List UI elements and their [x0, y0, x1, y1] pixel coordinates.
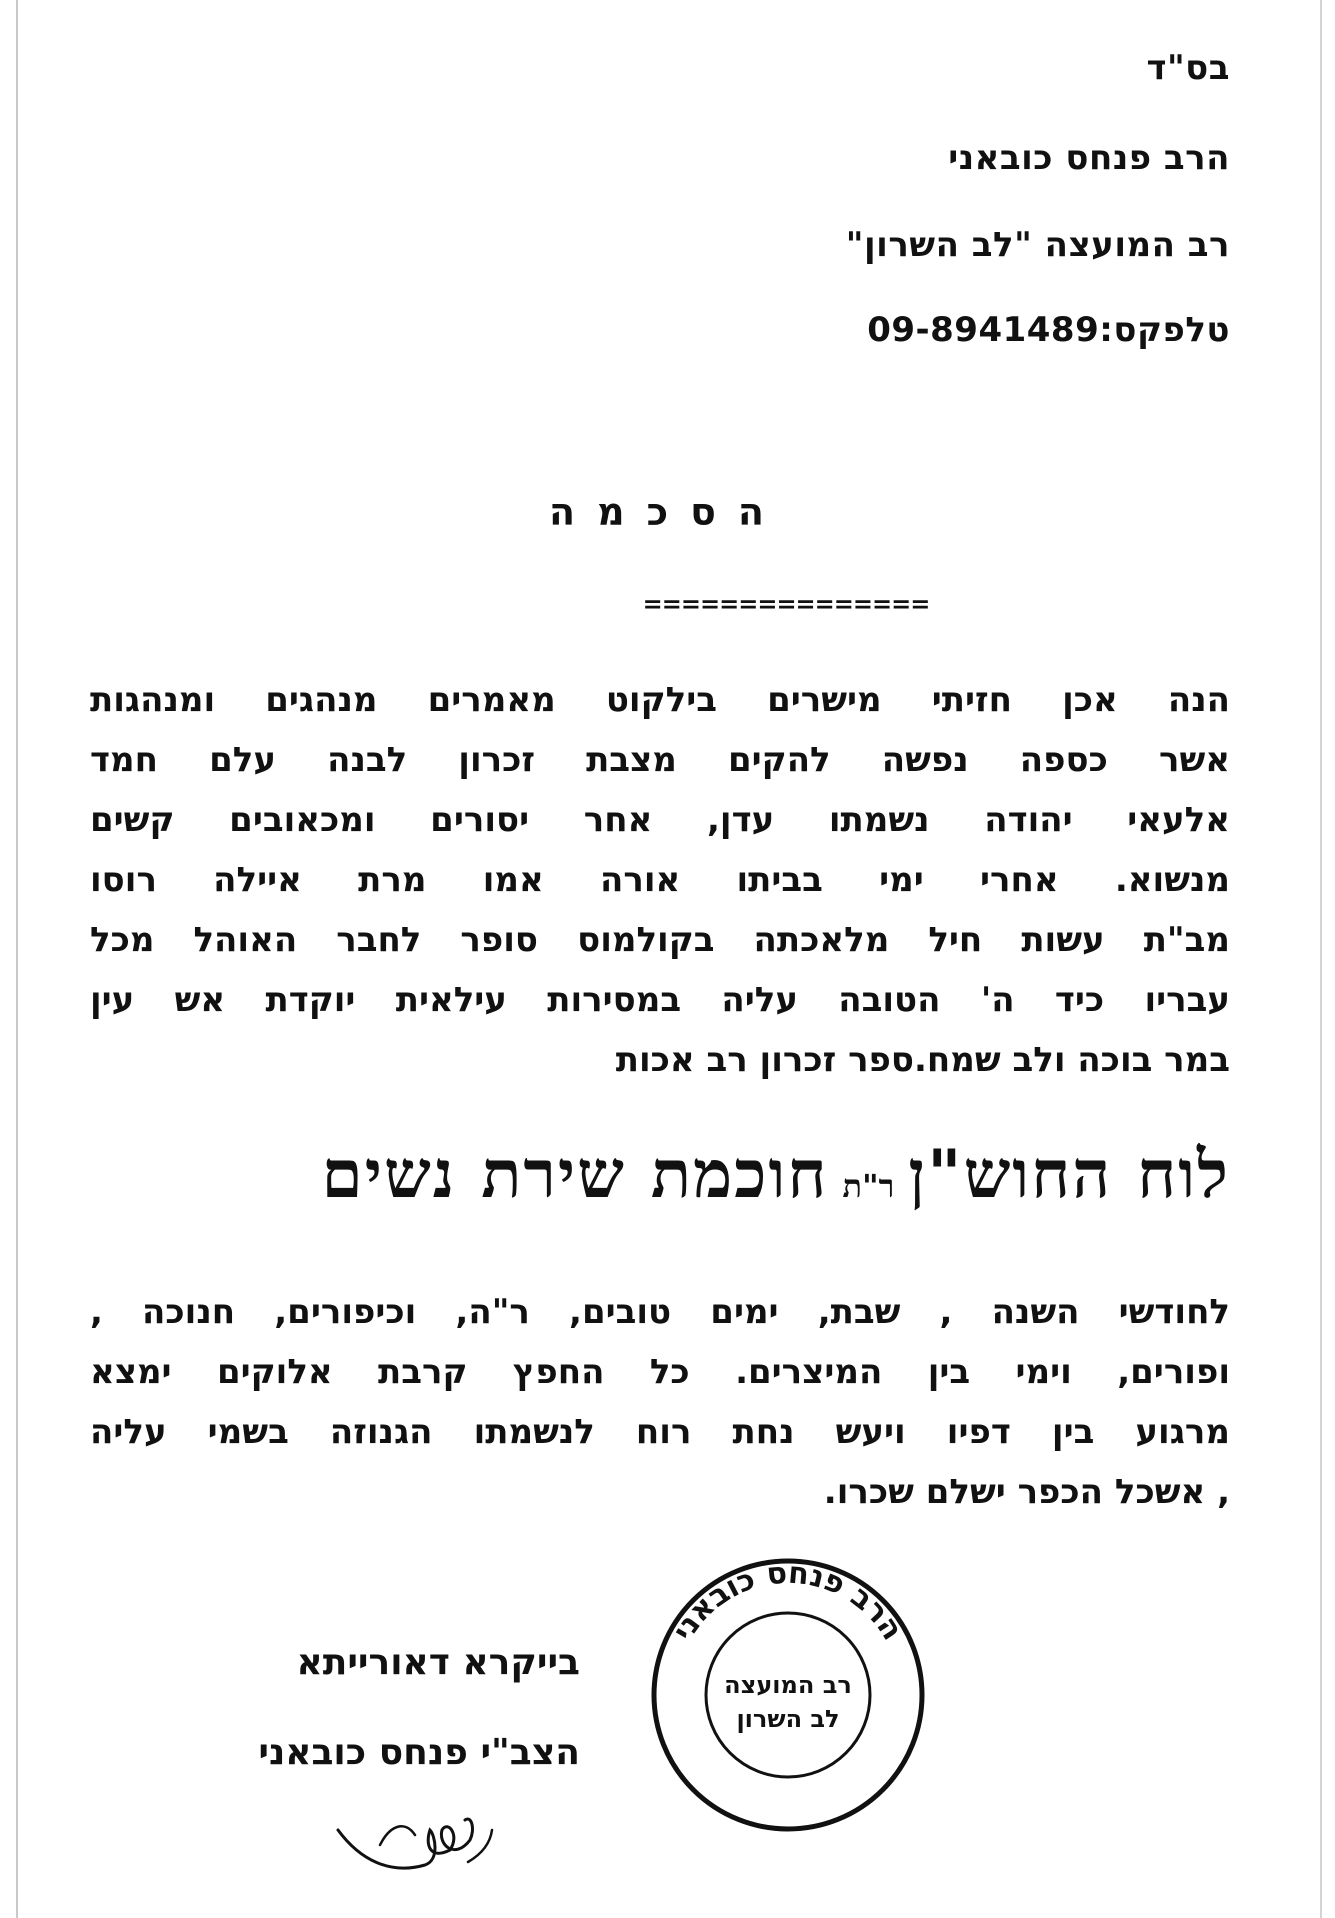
closing-signature-line: הצב"י פנחס כובאני — [258, 1732, 580, 1773]
body-line: ופורים, וימי בין המיצרים. כל החפץ קרבת אלוקים ימצא — [90, 1352, 1230, 1392]
stamp-inner-line1: רב המועצה — [724, 1671, 852, 1699]
handwritten-signature — [330, 1790, 510, 1890]
body-line: הנה אכן חזיתי מישרים בילקוט מאמרים מנהגים ומנהגות — [90, 680, 1230, 720]
body-paragraph-2 — [90, 1282, 1230, 1522]
body-line: מרגוע בין דפיו ויעש נחת רוח לנשמתו הגנוזה בשמי עליה — [90, 1412, 1230, 1452]
body-line: לחודשי השנה , שבת, ימים טובים, ר"ה, וכיפורים, חנוכה , — [90, 1292, 1230, 1332]
body-paragraph-1 — [90, 670, 1230, 1090]
stamp-inner-line2: לב השרון — [736, 1705, 840, 1733]
closing-greeting: בייקרא דאורייתא — [296, 1642, 580, 1683]
book-title — [180, 1135, 1230, 1214]
title-underline: =============== — [642, 590, 930, 618]
book-title-part2: חוכמת שירת נשים — [321, 1135, 829, 1213]
body-line: עבריו כיד ה' הטובה עליה במסירות עילאית יוקדת אש עין — [90, 980, 1230, 1020]
rav-title: רב המועצה "לב השרון" — [845, 225, 1230, 265]
basad-header: בס"ד — [1146, 48, 1230, 88]
body-line: אלעאי יהודה נשמתו עדן, אחר יסורים ומכאובים קשים — [90, 800, 1230, 840]
rav-name: הרב פנחס כובאני — [948, 138, 1230, 178]
document-title: הסכמה — [548, 490, 787, 534]
body-line: מב"ת עשות חיל מלאכתה בקולמוס סופר לחבר האוהל מכל — [90, 920, 1230, 960]
book-title-part1: לוח החוש"ן — [908, 1135, 1230, 1213]
book-title-abbrev: ר"ת — [842, 1167, 895, 1205]
body-line: מנשוא. אחרי ימי בביתו אורה אמו מרת איילה רוסו — [90, 860, 1230, 900]
body-line: במר בוכה ולב שמח.ספר זכרון רב אכות — [615, 1040, 1230, 1080]
body-line: , אשכל הכפר ישלם שכרו. — [823, 1472, 1230, 1512]
body-line: אשר כספה נפשה להקים מצבת זכרון לבנה עלם חמד — [90, 740, 1230, 780]
stamp-outer-text: הרב פנחס כובאני — [665, 1555, 910, 1647]
telfax: טלפקס:09-8941489 — [867, 310, 1230, 350]
rabbi-stamp-seal — [648, 1555, 928, 1835]
